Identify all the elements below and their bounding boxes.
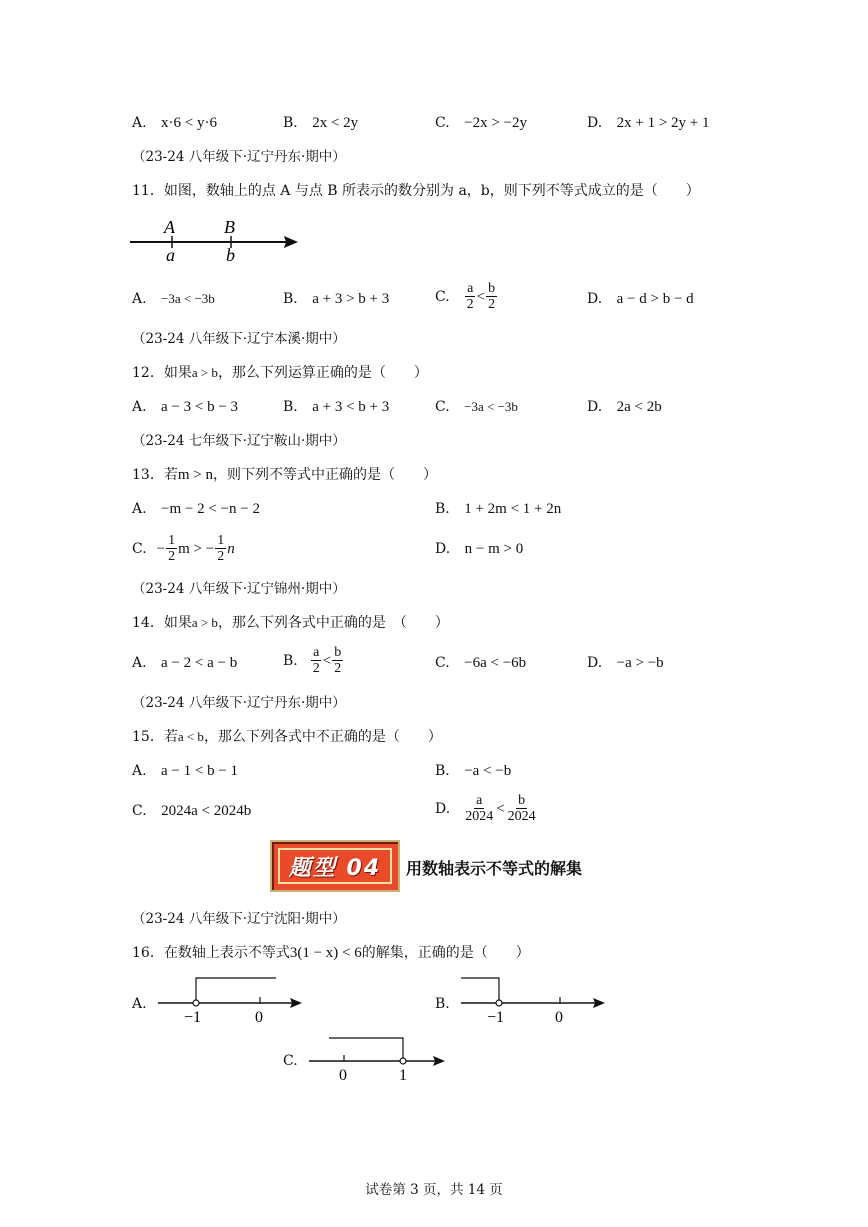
solution-bracket — [461, 978, 499, 1003]
option-expression: 2x < 2y — [312, 115, 359, 131]
point-a-lower: a — [166, 245, 175, 265]
q16-option-b-number-line — [455, 970, 615, 1026]
q16-stem — [132, 944, 530, 962]
option-expression: −2x > −2y — [464, 115, 528, 131]
fraction-numerator: b — [488, 281, 496, 296]
option-label: D. — [435, 541, 451, 557]
q11-stem: 11．如图，数轴上的点 A 与点 B 所表示的数分别为 a，b，则下列不等式成立的是（ ） — [132, 183, 700, 199]
tick-label: −1 — [184, 1009, 202, 1026]
option-label: A. — [132, 763, 147, 779]
stem-math: m > n — [177, 467, 213, 483]
q13-option-a — [132, 500, 260, 518]
fraction-denominator: 2 — [217, 549, 225, 564]
q11-source: （23-24 八年级下·辽宁丹东·期中） — [132, 149, 346, 165]
q16-option-b-label: B. — [435, 996, 450, 1012]
q16-option-a-number-line — [152, 970, 312, 1026]
option-label: D. — [587, 399, 603, 415]
q13-option-c — [132, 533, 235, 564]
option-label: C. — [435, 655, 450, 671]
q13-source: （23-24 七年级下·辽宁鞍山·期中） — [132, 433, 346, 449]
stem-text: ，那么下列各式中不正确的是（ ） — [203, 729, 442, 745]
option-expression: a − 2 < a − b — [161, 655, 238, 671]
tick-label: 0 — [255, 1009, 263, 1026]
q12-stem — [132, 364, 428, 382]
q15-option-a — [132, 762, 238, 780]
fraction-denominator: 2 — [466, 297, 474, 312]
stem-math: a < b — [177, 729, 204, 744]
option-expression: a − 1 < b − 1 — [161, 763, 239, 779]
q10-option-d — [587, 114, 710, 132]
tick-label: 0 — [555, 1009, 563, 1026]
operator: < — [476, 288, 486, 305]
option-expression: −3a < −3b — [161, 291, 215, 306]
solution-bracket — [329, 1038, 403, 1061]
q11-option-b — [283, 290, 389, 308]
q12-option-d — [587, 398, 662, 416]
fraction-denominator: 2 — [312, 661, 320, 676]
option-expression: n − m > 0 — [464, 541, 524, 557]
fraction-denominator: 2 — [168, 549, 176, 564]
q14-option-d — [587, 654, 664, 672]
q14-option-c — [435, 654, 526, 672]
option-label: A. — [132, 655, 147, 671]
q15-source: （23-24 八年级下·辽宁丹东·期中） — [132, 695, 346, 711]
option-label: B. — [283, 115, 298, 131]
q11-option-a — [132, 290, 215, 308]
operator: − — [156, 540, 166, 557]
q10-option-a — [132, 114, 217, 132]
option-expression: −a > −b — [616, 655, 664, 671]
q16-option-c-number-line — [303, 1030, 453, 1086]
option-label: A. — [132, 115, 147, 131]
option-expression: a + 3 < b + 3 — [312, 399, 390, 415]
stem-text: 16．在数轴上表示不等式 — [132, 945, 290, 961]
option-expression: a − 3 < b − 3 — [161, 399, 239, 415]
point-b-lower: b — [226, 245, 235, 265]
option-label: D. — [587, 291, 603, 307]
arrow-head-icon — [284, 236, 298, 248]
option-label: D. — [587, 655, 603, 671]
expression-end: n — [227, 540, 235, 557]
section-badge-frame — [278, 848, 392, 884]
point-b-upper: B — [224, 217, 235, 237]
q15-option-d — [435, 793, 539, 824]
option-expression: −a < −b — [464, 763, 512, 779]
option-label: B. — [435, 501, 450, 517]
q16-option-c-label: C. — [283, 1053, 298, 1069]
option-label: C. — [435, 288, 450, 305]
fraction-numerator: b — [334, 645, 342, 660]
stem-text: 的解集，正确的是（ ） — [361, 945, 530, 961]
option-label: B. — [435, 763, 450, 779]
fraction-denominator: 2024 — [465, 809, 494, 824]
stem-math: a > b — [191, 615, 218, 630]
open-circle-icon — [400, 1058, 406, 1064]
option-expression: a + 3 > b + 3 — [312, 291, 390, 307]
option-expression: x·6 < y·6 — [161, 115, 217, 131]
tick-label: 0 — [339, 1067, 347, 1084]
option-label: C. — [132, 803, 147, 819]
option-label: A. — [132, 291, 147, 307]
open-circle-icon — [496, 1000, 502, 1006]
tick-label: −1 — [487, 1009, 505, 1026]
option-expression: 2024a < 2024b — [161, 803, 252, 819]
q13-option-b — [435, 500, 561, 518]
q11-option-c — [435, 281, 498, 312]
solution-bracket — [196, 978, 276, 1003]
option-label: B. — [283, 399, 298, 415]
q16-source: （23-24 八年级下·辽宁沈阳·期中） — [132, 911, 346, 927]
fraction-numerator: 1 — [168, 533, 176, 548]
q14-source: （23-24 八年级下·辽宁锦州·期中） — [132, 581, 346, 597]
open-circle-icon — [193, 1000, 199, 1006]
q15-option-b — [435, 762, 511, 780]
option-expression: −3a < −3b — [464, 399, 518, 414]
fraction-numerator: 1 — [217, 533, 225, 548]
q12-option-b — [283, 398, 389, 416]
q10-option-b — [283, 114, 358, 132]
option-label: C. — [435, 399, 450, 415]
option-expression: 2x + 1 > 2y + 1 — [616, 115, 710, 131]
section-title: 用数轴表示不等式的解集 — [406, 859, 583, 878]
q14-option-b — [283, 645, 344, 676]
expression-middle: m > − — [178, 540, 215, 557]
option-label: B. — [283, 652, 298, 669]
option-label: B. — [283, 291, 298, 307]
stem-math: a > b — [191, 365, 218, 380]
stem-text: 15．若 — [132, 729, 178, 745]
option-expression: −m − 2 < −n − 2 — [161, 501, 260, 517]
operator: < — [322, 652, 332, 669]
fraction-numerator: a — [313, 645, 320, 660]
fraction-numerator: a — [467, 281, 474, 296]
q12-option-c — [435, 398, 518, 416]
q11-number-line — [128, 214, 308, 266]
stem-text: ，那么下列各式中正确的是 （ ） — [217, 615, 449, 631]
option-expression: 2a < 2b — [616, 399, 662, 415]
stem-text: 14．如果 — [132, 615, 192, 631]
tick-label: 1 — [399, 1067, 407, 1084]
q16-option-a-label: A. — [132, 996, 147, 1012]
q11-option-d — [587, 290, 694, 308]
fraction-numerator: a — [476, 793, 483, 808]
q15-option-c — [132, 802, 251, 820]
stem-text: 13．若 — [132, 467, 178, 483]
option-expression: a − d > b − d — [616, 291, 694, 307]
q14-stem — [132, 614, 449, 632]
stem-text: 12．如果 — [132, 365, 192, 381]
section-badge-text: 题型 04 — [288, 855, 382, 881]
operator: < — [496, 800, 505, 817]
q12-option-a — [132, 398, 238, 416]
option-label: C. — [132, 540, 147, 557]
fraction-numerator: b — [518, 793, 526, 808]
option-expression: 1 + 2m < 1 + 2n — [464, 501, 562, 517]
fraction-denominator: 2 — [488, 297, 496, 312]
option-label: D. — [587, 115, 603, 131]
q10-option-c — [435, 114, 527, 132]
section-badge — [270, 840, 400, 892]
option-label: A. — [132, 399, 147, 415]
page-footer: 试卷第 3 页，共 14 页 — [365, 1182, 503, 1198]
q13-stem — [132, 466, 437, 484]
q15-stem — [132, 728, 442, 746]
q14-option-a — [132, 654, 237, 672]
option-label: D. — [435, 800, 451, 817]
point-a-upper: A — [164, 217, 175, 237]
fraction-denominator: 2024 — [507, 809, 536, 824]
option-label: A. — [132, 501, 147, 517]
option-expression: −6a < −6b — [464, 655, 527, 671]
q13-option-d — [435, 540, 523, 558]
option-label: C. — [435, 115, 450, 131]
stem-text: ，那么下列运算正确的是（ ） — [217, 365, 428, 381]
q12-source: （23-24 八年级下·辽宁本溪·期中） — [132, 331, 346, 347]
fraction-denominator: 2 — [334, 661, 342, 676]
stem-text: ，则下列不等式中正确的是（ ） — [212, 467, 437, 483]
stem-math: 3(1 − x) < 6 — [289, 945, 362, 961]
